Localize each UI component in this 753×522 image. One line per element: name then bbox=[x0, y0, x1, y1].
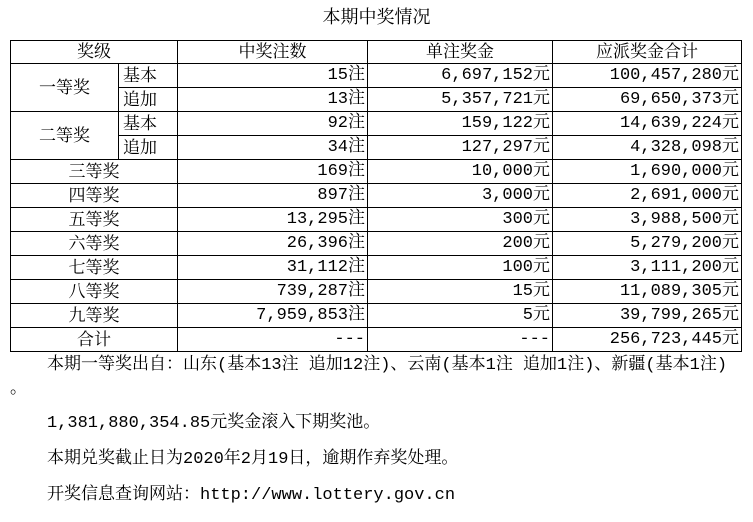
total-prize: 39,799,265元 bbox=[553, 304, 742, 328]
website-note: 开奖信息查询网站：http://www.lottery.gov.cn bbox=[47, 486, 456, 505]
prize-subtier: 追加 bbox=[119, 88, 178, 112]
winner-count: 169注 bbox=[178, 160, 368, 184]
prize-level: 一等奖 bbox=[11, 64, 119, 112]
unit-prize: 3,000元 bbox=[368, 184, 553, 208]
header-unit-prize: 单注奖金 bbox=[368, 41, 553, 64]
unit-prize: 200元 bbox=[368, 232, 553, 256]
winner-count: 7,959,853注 bbox=[178, 304, 368, 328]
prize-row-sixth bbox=[11, 232, 742, 256]
unit-prize: 300元 bbox=[368, 208, 553, 232]
rollover-note: 1,381,880,354.85元奖金滚入下期奖池。 bbox=[47, 414, 381, 433]
prize-level: 六等奖 bbox=[11, 232, 178, 256]
prize-row-fourth bbox=[11, 184, 742, 208]
total-prize: 2,691,000元 bbox=[553, 184, 742, 208]
total-prize: 3,111,200元 bbox=[553, 256, 742, 280]
total-prize: 3,988,500元 bbox=[553, 208, 742, 232]
prize-level: 八等奖 bbox=[11, 280, 178, 304]
total-row bbox=[11, 328, 742, 352]
total-prize: 1,690,000元 bbox=[553, 160, 742, 184]
winner-count: 739,287注 bbox=[178, 280, 368, 304]
prize-subtier: 基本 bbox=[119, 64, 178, 88]
total-prize: 14,639,224元 bbox=[553, 112, 742, 136]
winner-count: 897注 bbox=[178, 184, 368, 208]
winner-count: 31,112注 bbox=[178, 256, 368, 280]
total-prize: 4,328,098元 bbox=[553, 136, 742, 160]
winner-count: 15注 bbox=[178, 64, 368, 88]
winner-count: 34注 bbox=[178, 136, 368, 160]
prize-subtier: 基本 bbox=[119, 112, 178, 136]
unit-prize: 5元 bbox=[368, 304, 553, 328]
header-total-prize: 应派奖金合计 bbox=[553, 41, 742, 64]
claim-deadline-note: 本期兑奖截止日为2020年2月19日，逾期作弃奖处理。 bbox=[47, 450, 459, 469]
header-row bbox=[11, 41, 742, 64]
total-label: 合计 bbox=[11, 328, 178, 352]
prize-level: 七等奖 bbox=[11, 256, 178, 280]
prize-row-fifth bbox=[11, 208, 742, 232]
header-winner-count: 中奖注数 bbox=[178, 41, 368, 64]
winner-count: 26,396注 bbox=[178, 232, 368, 256]
prize-level: 三等奖 bbox=[11, 160, 178, 184]
prize-row-third bbox=[11, 160, 742, 184]
unit-prize: 15元 bbox=[368, 280, 553, 304]
prize-row-second-extra bbox=[11, 136, 742, 160]
prize-row-second-basic bbox=[11, 112, 742, 136]
winner-count: 13,295注 bbox=[178, 208, 368, 232]
total-unit-prize: --- bbox=[368, 328, 553, 352]
unit-prize: 5,357,721元 bbox=[368, 88, 553, 112]
prize-row-eighth bbox=[11, 280, 742, 304]
page-title: 本期中奖情况 bbox=[322, 7, 431, 28]
prize-row-first-extra bbox=[11, 88, 742, 112]
prize-level: 二等奖 bbox=[11, 112, 119, 160]
header-level: 奖级 bbox=[11, 41, 178, 64]
prize-row-first-basic bbox=[11, 64, 742, 88]
unit-prize: 100元 bbox=[368, 256, 553, 280]
total-prize: 11,089,305元 bbox=[553, 280, 742, 304]
prize-subtier: 追加 bbox=[119, 136, 178, 160]
unit-prize: 6,697,152元 bbox=[368, 64, 553, 88]
unit-prize: 10,000元 bbox=[368, 160, 553, 184]
prize-level: 四等奖 bbox=[11, 184, 178, 208]
total-prize: 100,457,280元 bbox=[553, 64, 742, 88]
prize-row-ninth bbox=[11, 304, 742, 328]
winner-count: 13注 bbox=[178, 88, 368, 112]
total-winner-count: --- bbox=[178, 328, 368, 352]
total-prize: 69,650,373元 bbox=[553, 88, 742, 112]
unit-prize: 159,122元 bbox=[368, 112, 553, 136]
total-prize: 5,279,200元 bbox=[553, 232, 742, 256]
first-prize-origin-note: 本期一等奖出自：山东(基本13注 追加12注)、云南(基本1注 追加1注)、新疆(基本1注)。 bbox=[10, 356, 728, 399]
prize-level: 五等奖 bbox=[11, 208, 178, 232]
prize-table bbox=[10, 40, 742, 352]
winner-count: 92注 bbox=[178, 112, 368, 136]
prize-level: 九等奖 bbox=[11, 304, 178, 328]
prize-row-seventh bbox=[11, 256, 742, 280]
unit-prize: 127,297元 bbox=[368, 136, 553, 160]
grand-total-prize: 256,723,445元 bbox=[553, 328, 742, 352]
